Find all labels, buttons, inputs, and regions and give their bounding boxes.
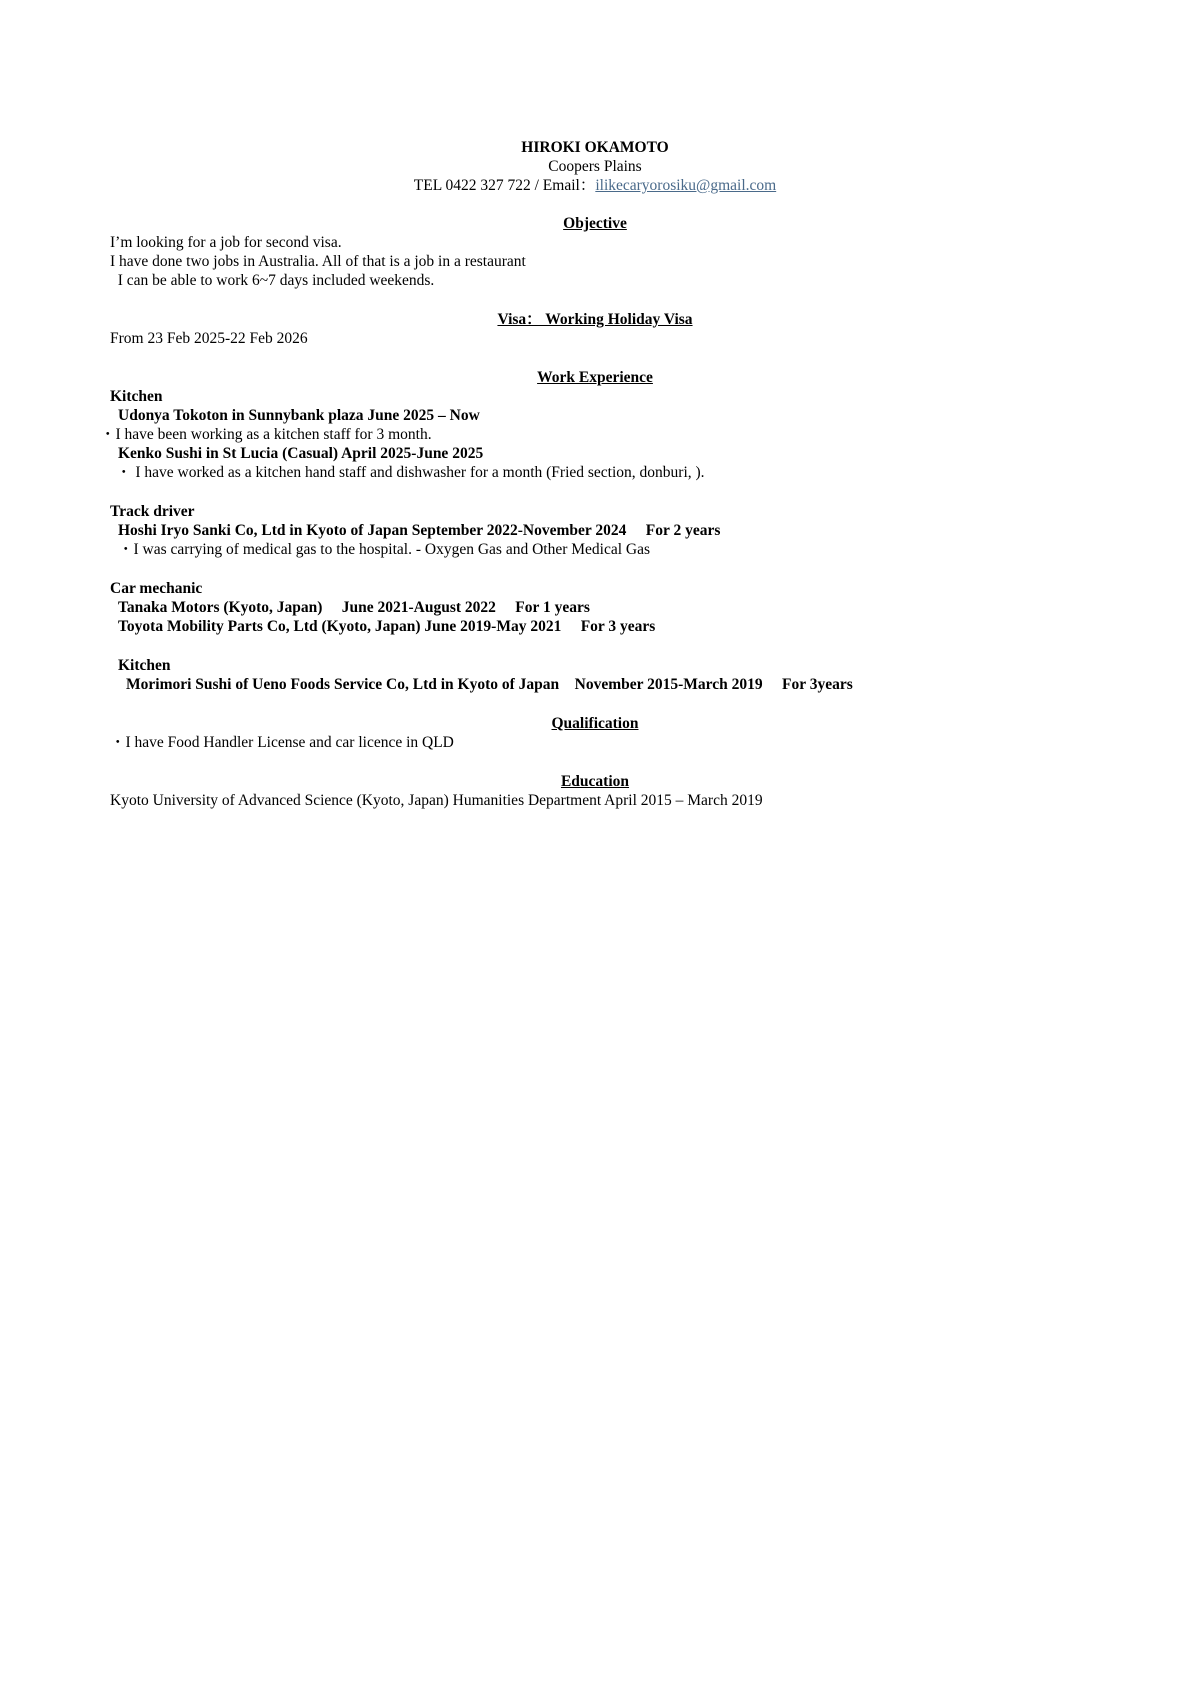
- contact-line: [0, 176, 1190, 195]
- education-heading: Education: [560, 773, 630, 790]
- kitchen-section-title: Kitchen: [110, 388, 163, 405]
- job-hoshi-detail: ・I was carrying of medical gas to the hospital. - Oxygen Gas and Other Medical Gas: [118, 541, 651, 558]
- contact-phone: TEL 0422 327 722 / Email：: [413, 177, 596, 194]
- job-kenko-sushi: Kenko Sushi in St Lucia (Casual) April 2025-June 2025: [118, 445, 484, 462]
- job-tanaka-motors: Tanaka Motors (Kyoto, Japan) June 2021-August 2022 For 1 years: [118, 599, 590, 616]
- job-udonya-detail: ・I have been working as a kitchen staff for 3 month.: [100, 426, 432, 443]
- job-kenko-detail: ・ I have worked as a kitchen hand staff and dishwasher for a month (Fried section, donburi, ).: [116, 464, 705, 481]
- qualification-detail: ・I have Food Handler License and car licence in QLD: [110, 734, 454, 751]
- visa-heading: Visa： Working Holiday Visa: [497, 311, 693, 328]
- visa-period: From 23 Feb 2025-22 Feb 2026: [110, 330, 308, 347]
- track-driver-section-title: Track driver: [110, 503, 195, 520]
- job-toyota-mobility: Toyota Mobility Parts Co, Ltd (Kyoto, Japan) June 2019-May 2021 For 3 years: [118, 618, 656, 635]
- objective-line-1: I’m looking for a job for second visa.: [110, 234, 342, 251]
- job-udonya-tokoton: Udonya Tokoton in Sunnybank plaza June 2025 – Now: [118, 407, 480, 424]
- candidate-location: Coopers Plains: [548, 158, 642, 175]
- job-hoshi-iryo: Hoshi Iryo Sanki Co, Ltd in Kyoto of Japan September 2022-November 2024 For 2 years: [118, 522, 721, 539]
- objective-line-2: I have done two jobs in Australia. All of that is a job in a restaurant: [110, 253, 526, 270]
- objective-line-3: I can be able to work 6~7 days included weekends.: [110, 272, 435, 289]
- email-link[interactable]: ilikecaryorosiku@gmail.com: [595, 177, 777, 194]
- car-mechanic-section-title: Car mechanic: [110, 580, 203, 597]
- objective-heading: Objective: [563, 215, 627, 232]
- qualification-heading: Qualification: [551, 715, 639, 732]
- kitchen-2-section-title: Kitchen: [118, 657, 171, 674]
- education-detail: Kyoto University of Advanced Science (Kyoto, Japan) Humanities Department April 2015 – March 2019: [110, 792, 763, 809]
- job-morimori-sushi: Morimori Sushi of Ueno Foods Service Co, Ltd in Kyoto of Japan November 2015-March 2019 For 3years: [126, 676, 853, 693]
- work-experience-heading: Work Experience: [537, 369, 653, 386]
- candidate-name: HIROKI OKAMOTO: [521, 139, 669, 156]
